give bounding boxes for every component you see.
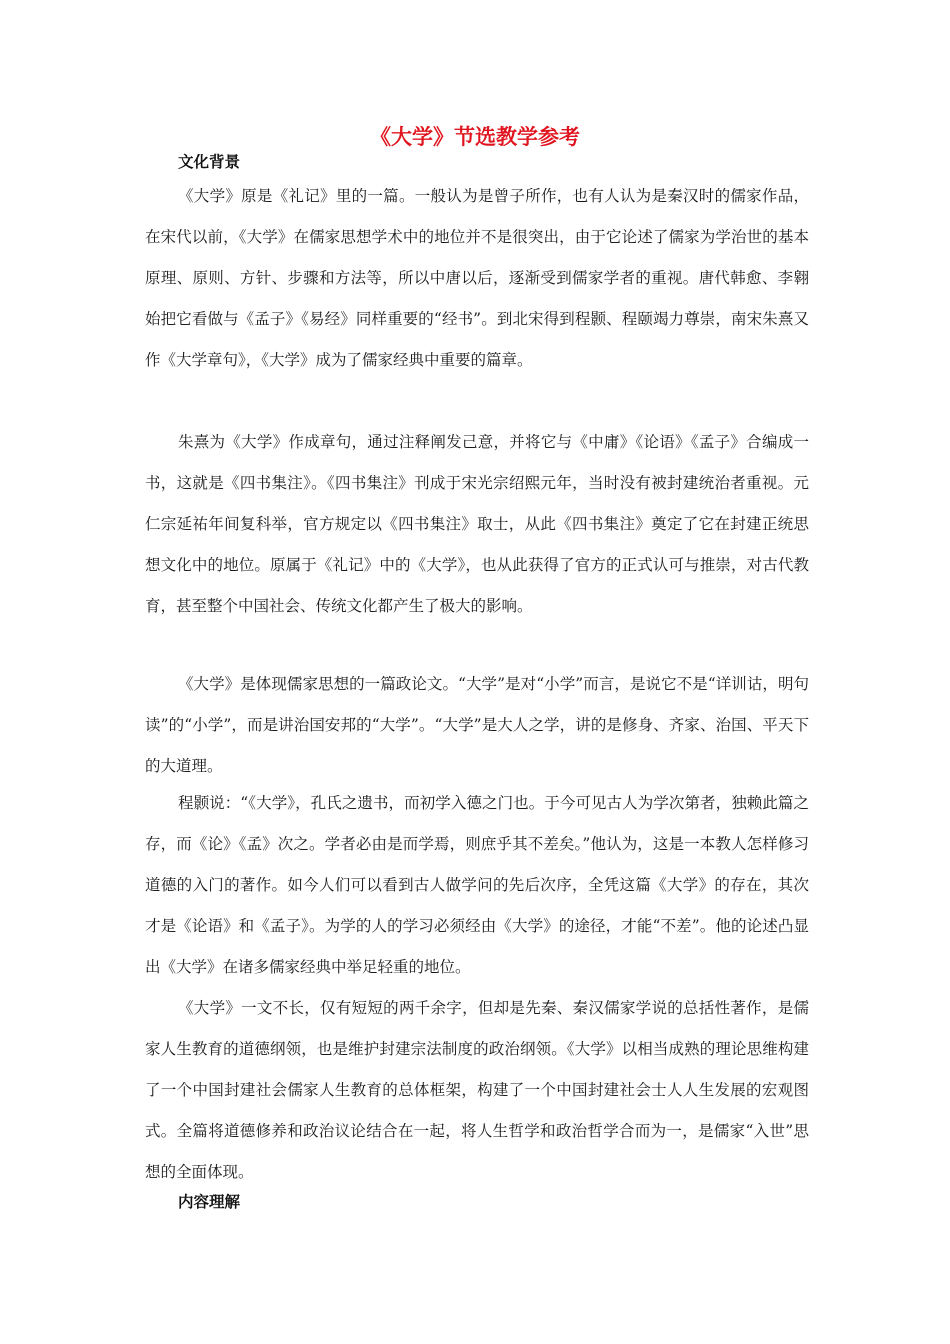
body-paragraph: 朱熹为《大学》作成章句，通过注释阐发己意，并将它与《中庸》《论语》《孟子》合编成一书，这就是《四书集注》。《四书集注》刊成于宋光宗绍熙元年，当时没有被封建统治者重视。元仁宗延祐年间复科举，官方规定以《四书集注》取士，从此《四书集注》奠定了它在封建正统思想文化中的地位。原属于《礼记》中的《大学》，也从此获得了官方的正式认可与推崇，对古代教育，甚至整个中国社会、传统文化都产生了极大的影响。 [145,433,809,615]
document-title: 《大学》节选教学参考 [370,125,580,149]
body-paragraph: 《大学》一文不长，仅有短短的两千余字，但却是先秦、秦汉儒家学说的总括性著作，是儒家人生教育的道德纲领，也是维护封建宗法制度的政治纲领。《大学》以相当成熟的理论思维构建了一个中国封建社会儒家人生教育的总体框架，构建了一个中国封建社会士人人生发展的宏观图式。全篇将道德修养和政治议论结合在一起，将人生哲学和政治哲学合而为一，是儒家“入世”思想的全面体现。 [145,999,809,1181]
section-heading-content-understanding: 内容理解 [178,1193,241,1211]
body-paragraph: 《大学》是体现儒家思想的一篇政论文。“大学”是对“小学”而言，是说它不是“详训诂，明句读”的“小学”，而是讲治国安邦的“大学”。“大学”是大人之学，讲的是修身、齐家、治国、平天下的大道理。 [145,675,809,775]
body-paragraph: 《大学》原是《礼记》里的一篇。一般认为是曾子所作，也有人认为是秦汉时的儒家作品，在宋代以前，《大学》在儒家思想学术中的地位并不是很突出，由于它论述了儒家为学治世的基本原理、原则、方针、步骤和方法等，所以中唐以后，逐渐受到儒家学者的重视。唐代韩愈、李翱始把它看做与《孟子》《易经》同样重要的“经书”。到北宋得到程颢、程颐竭力尊崇，南宋朱熹又作《大学章句》，《大学》成为了儒家经典中重要的篇章。 [145,187,809,369]
section-heading-cultural-background: 文化背景 [178,153,241,171]
body-paragraph: 程颢说：“《大学》，孔氏之遗书，而初学入德之门也。于今可见古人为学次第者，独赖此篇之存，而《论》《孟》次之。学者必由是而学焉，则庶乎其不差矣。”他认为，这是一本教人怎样修习道德的入门的著作。如今人们可以看到古人做学问的先后次序，全凭这篇《大学》的存在，其次才是《论语》和《孟子》。为学的人的学习必须经由《大学》的途径，才能“不差”。他的论述凸显出《大学》在诸多儒家经典中举足轻重的地位。 [145,794,809,976]
